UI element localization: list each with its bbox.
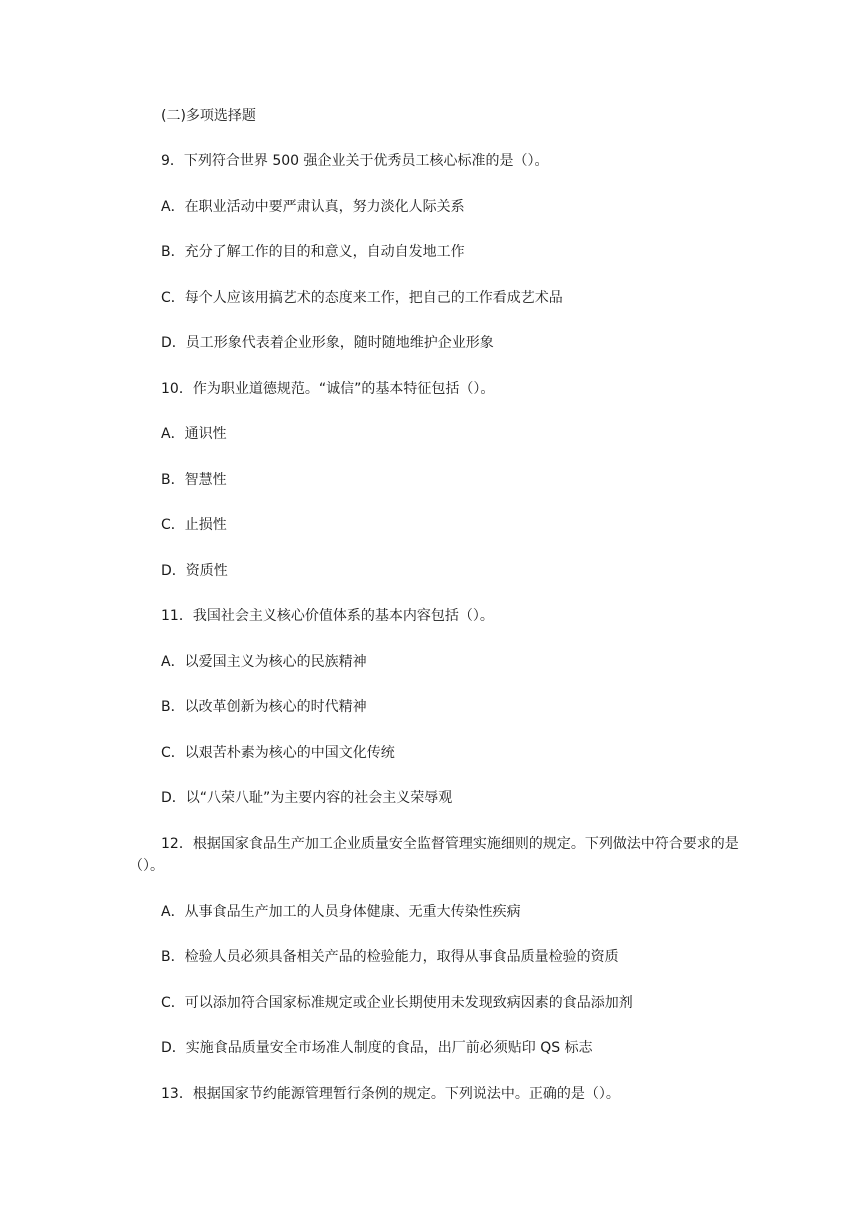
question-9-option-c: C．每个人应该用搞艺术的态度来工作，把自己的工作看成艺术品	[161, 290, 563, 306]
question-12-option-d: D．实施食品质量安全市场准人制度的食品，出厂前必须贴印 QS 标志	[161, 1040, 593, 1056]
question-11-option-a: A．以爱国主义为核心的民族精神	[161, 654, 367, 670]
question-10-option-c: C．止损性	[161, 517, 227, 533]
question-10-option-d: D．资质性	[161, 563, 228, 579]
question-11-option-c: C．以艰苦朴素为核心的中国文化传统	[161, 745, 395, 761]
question-11-option-b: B．以改革创新为核心的时代精神	[161, 699, 367, 715]
question-12-option-a: A．从事食品生产加工的人员身体健康、无重大传染性疾病	[161, 904, 521, 920]
question-9-stem: 9．下列符合世界 500 强企业关于优秀员工核心标准的是（）。	[161, 153, 549, 169]
question-9-option-a: A．在职业活动中要严肃认真，努力淡化人际关系	[161, 199, 465, 215]
question-9-option-d: D．员工形象代表着企业形象，随时随地维护企业形象	[161, 335, 494, 351]
question-10-option-a: A．通识性	[161, 426, 227, 442]
section-title: (二)多项选择题	[161, 108, 256, 124]
question-13-stem: 13．根据国家节约能源管理暂行条例的规定。下列说法中。正确的是（）。	[161, 1086, 620, 1102]
question-11-stem: 11．我国社会主义核心价值体系的基本内容包括（）。	[161, 608, 494, 624]
question-12-option-c: C．可以添加符合国家标准规定或企业长期使用未发现致病因素的食品添加剂	[161, 995, 633, 1011]
question-10-stem: 10．作为职业道德规范。“诚信”的基本特征包括（）。	[161, 381, 495, 397]
question-10-option-b: B．智慧性	[161, 472, 227, 488]
question-12-stem: 12．根据国家食品生产加工企业质量安全监督管理实施细则的规定。下列做法中符合要求的是（）。	[129, 836, 739, 874]
question-9-option-b: B．充分了解工作的目的和意义，自动自发地工作	[161, 244, 465, 260]
question-11-option-d: D．以“八荣八耻”为主要内容的社会主义荣辱观	[161, 790, 453, 806]
question-12-option-b: B．检验人员必须具备相关产品的检验能力，取得从事食品质量检验的资质	[161, 949, 619, 965]
